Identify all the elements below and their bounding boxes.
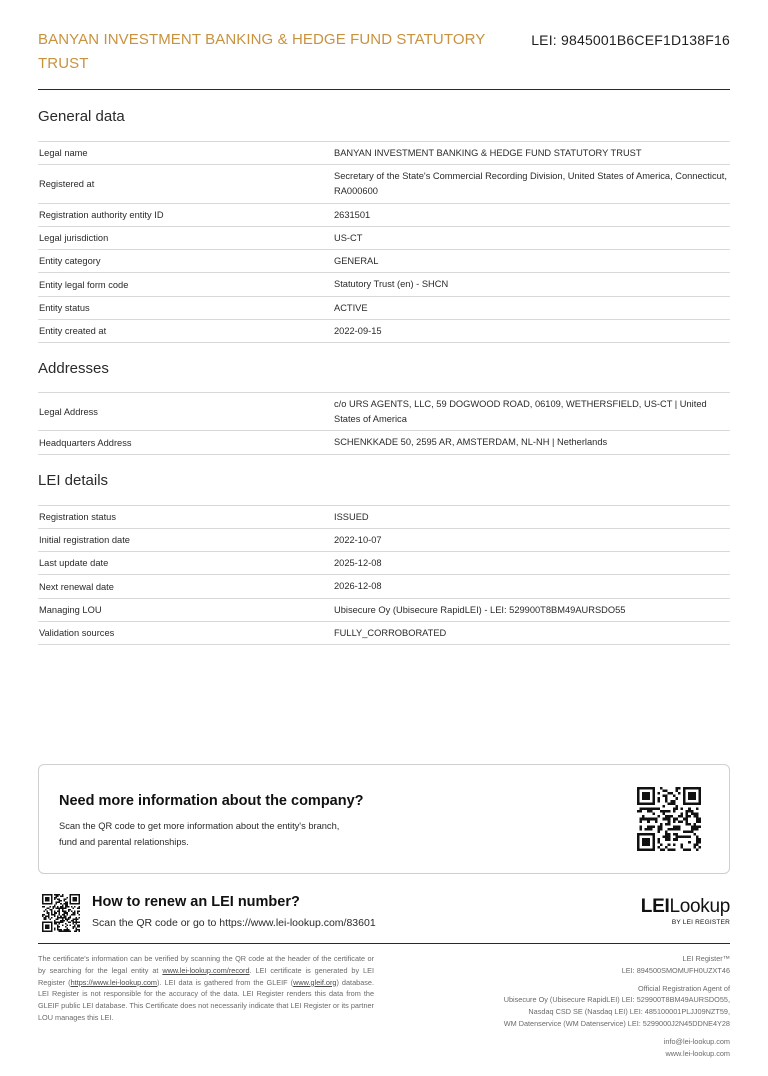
row-value: SCHENKKADE 50, 2595 AR, AMSTERDAM, NL-NH | Netherlands [334, 437, 608, 447]
row-label: Entity legal form code [39, 279, 129, 290]
renew-title: How to renew an LEI number? [92, 894, 300, 910]
agent-line: WM Datenservice (WM Datenservice) LEI: 5299000J2N45DDNE4Y28 [503, 1018, 730, 1028]
record-link[interactable]: www.lei-lookup.com/record [162, 965, 250, 975]
row-label: Headquarters Address [39, 437, 132, 448]
row-value: 2022-09-15 [334, 325, 382, 336]
table-row [38, 529, 730, 552]
section-title-addresses: Addresses [38, 360, 109, 377]
certificate-header [38, 28, 730, 90]
row-value: ISSUED [334, 511, 369, 522]
table-row [38, 599, 730, 622]
row-label: Registered at [39, 179, 95, 189]
row-label: Initial registration date [39, 535, 130, 545]
row-value: 2026-12-08 [334, 581, 382, 591]
row-label: Last update date [39, 558, 109, 568]
registrar-name: LEI Register™ [682, 954, 730, 963]
logo-bold: LEI [640, 896, 670, 917]
table-row [38, 575, 730, 599]
row-label: Legal Address [39, 406, 98, 417]
info-box-description: Scan the QR code to get more information about the entity's branch, fund and parental relationships. [59, 821, 340, 847]
table-row [38, 622, 730, 645]
contact-email[interactable]: info@lei-lookup.com [663, 1036, 730, 1046]
company-name: BANYAN INVESTMENT BANKING & HEDGE FUND STATUTORY TRUST [38, 31, 486, 72]
row-value: ACTIVE [334, 302, 368, 313]
renew-description: Scan the QR code or go to https://www.lei-lookup.com/83601 [92, 917, 376, 929]
footer-registrar-info [400, 953, 730, 1059]
table-row [38, 297, 730, 320]
logo-byline: BY LEI REGISTER [671, 919, 730, 926]
row-label: Entity status [39, 303, 90, 313]
section-title-general: General data [38, 108, 125, 125]
table-row [38, 320, 730, 343]
row-label: Validation sources [39, 628, 115, 638]
registrar-lei: LEI: 894500SMOMUFH0UZXT46 [621, 965, 730, 975]
qr-code-icon[interactable] [637, 787, 701, 851]
row-label: Entity created at [39, 326, 107, 336]
info-box-title: Need more information about the company? [59, 793, 364, 809]
table-row [38, 552, 730, 575]
row-value: 2025-12-08 [334, 557, 382, 568]
disclaimer-text: ) database. LEI Register is not responsible for the accuracy of the data. LEI Register renders this data from the GLEIF public LEI database. This Certificate does not necessarily indicate that LEI Register or its partner LOU manages this LEI. [38, 977, 374, 1022]
row-value: GENERAL [334, 255, 379, 266]
row-value: BANYAN INVESTMENT BANKING & HEDGE FUND STATUTORY TRUST [334, 147, 642, 158]
general-data-table [38, 141, 730, 343]
company-info-box [38, 764, 730, 874]
section-title-lei-details: LEI details [38, 472, 109, 489]
disclaimer-text: . LEI certificate is generated by LEI Register ( [38, 965, 374, 987]
contact-website[interactable]: www.lei-lookup.com [665, 1048, 730, 1058]
agent-heading: Official Registration Agent of [638, 983, 730, 993]
disclaimer-text: The certificate's information can be verified by scanning the QR code at the header of the certificate or by searching for the legal entity at [38, 954, 374, 975]
row-value: Statutory Trust (en) - SHCN [334, 279, 449, 289]
row-value: 2022-10-07 [334, 534, 382, 545]
table-row [38, 250, 730, 273]
table-row [38, 165, 730, 204]
row-label: Legal jurisdiction [39, 233, 109, 243]
lei-details-table [38, 505, 730, 645]
table-row [38, 506, 730, 529]
logo-rest: Lookup [669, 896, 730, 917]
row-value: c/o URS AGENTS, LLC, 59 DOGWOOD ROAD, 06109, WETHERSFIELD, US-CT | United States of America [334, 398, 707, 424]
renew-qr-code-icon[interactable] [42, 894, 80, 932]
disclaimer-text: ). LEI data is gathered from the GLEIF ( [157, 977, 294, 987]
row-label: Registration status [39, 512, 116, 522]
table-row [38, 227, 730, 250]
row-value: 2631501 [334, 209, 371, 220]
agent-line: Nasdaq CSD SE (Nasdaq LEI) LEI: 485100001PLJJ09NZT59, [528, 1007, 730, 1017]
footer-disclaimer [38, 953, 374, 1024]
row-label: Registration authority entity ID [39, 210, 164, 220]
footer-divider [38, 943, 730, 944]
lei-lookup-logo [641, 896, 730, 926]
table-row [38, 431, 730, 455]
addresses-table [38, 392, 730, 455]
agent-line: Ubisecure Oy (Ubisecure RapidLEI) LEI: 529900T8BM49AURSDO55, [503, 995, 730, 1005]
table-row [38, 273, 730, 297]
row-value: Ubisecure Oy (Ubisecure RapidLEI) - LEI: 529900T8BM49AURSDO55 [334, 604, 626, 615]
row-label: Next renewal date [39, 581, 114, 592]
row-value: FULLY_CORROBORATED [334, 627, 447, 638]
table-row [38, 393, 730, 431]
gleif-link[interactable]: www.gleif.org [293, 977, 337, 987]
row-value: Secretary of the State's Commercial Recording Division, United States of America, Connecticut, RA000600 [334, 171, 727, 196]
row-label: Legal name [39, 148, 88, 158]
lei-code: LEI: 9845001B6CEF1D138F16 [531, 32, 730, 48]
table-row [38, 204, 730, 227]
table-row [38, 142, 730, 165]
row-value: US-CT [334, 232, 363, 243]
lei-lookup-link[interactable]: https://www.lei-lookup.com [70, 977, 158, 987]
row-label: Entity category [39, 256, 101, 266]
row-label: Managing LOU [39, 605, 102, 615]
